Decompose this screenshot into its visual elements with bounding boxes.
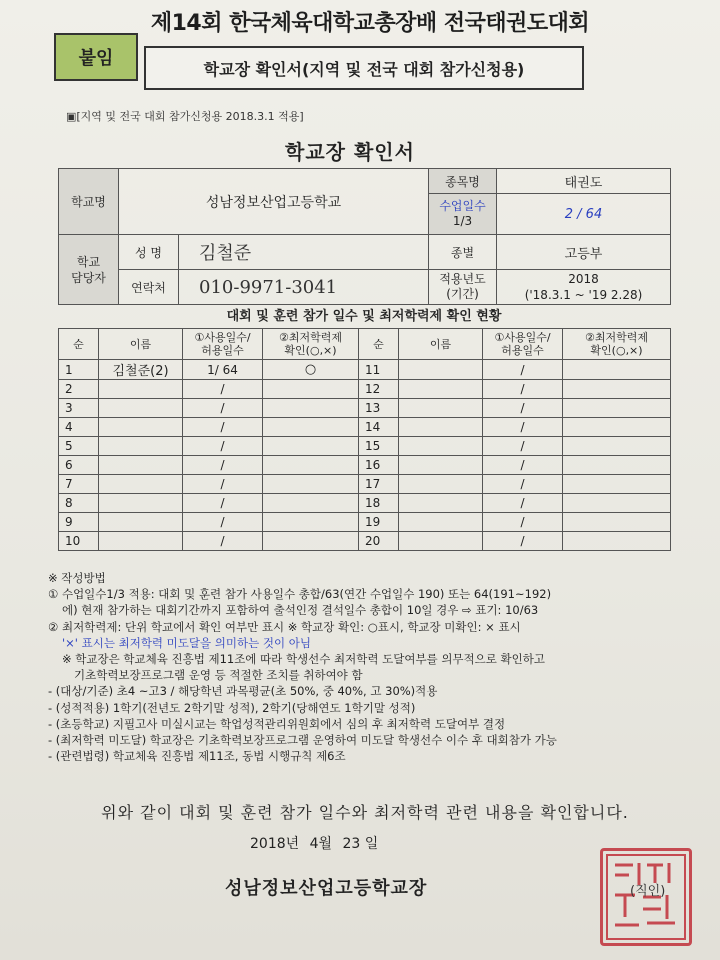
- note-4a: ※ 학교장은 학교체육 진흥법 제11조에 따라 학생선수 최저학력 도달여부를 의무적으로 확인하고: [62, 652, 545, 667]
- col-days-line2: 허용일수: [201, 344, 244, 357]
- row-name: [99, 399, 183, 418]
- class-days-label-line1: 수업일수: [439, 199, 486, 213]
- row-check: ○: [263, 360, 359, 380]
- bullet-target: - (대상/기준) 초4 ~고3 / 해당학년 과목평균(초 50%, 중 40%, 고 30%)적용: [48, 684, 438, 699]
- row-days: /: [183, 437, 263, 456]
- row-name: [99, 456, 183, 475]
- row-name-2: [399, 418, 483, 437]
- col-no-2: 순: [359, 329, 399, 360]
- row-check-2: [563, 494, 671, 513]
- event-title: 제14회 한국체육대학교총장배 전국태권도대회: [150, 11, 590, 36]
- manager-label-line1: 학교: [76, 254, 101, 269]
- row-no: 10: [59, 532, 99, 551]
- row-name: [99, 418, 183, 437]
- row-check: [263, 532, 359, 551]
- table-row: [59, 456, 671, 475]
- document-title: 학교장 확인서: [285, 140, 415, 164]
- row-name-2: [399, 437, 483, 456]
- section-heading: 대회 및 훈련 참가 일수 및 최저학력제 확인 현황: [226, 309, 502, 324]
- col-min-2-line1: ②최저학력제: [585, 331, 648, 344]
- row-check: [263, 399, 359, 418]
- class-days-label: [429, 194, 497, 235]
- row-no-2: 20: [359, 532, 399, 551]
- row-no: 3: [59, 399, 99, 418]
- row-days: /: [183, 475, 263, 494]
- row-no: 9: [59, 513, 99, 532]
- row-days-2: /: [483, 475, 563, 494]
- row-name-2: [399, 380, 483, 399]
- class-value: 고등부: [497, 235, 671, 270]
- row-check: [263, 494, 359, 513]
- row-no-2: 16: [359, 456, 399, 475]
- row-no-2: 11: [359, 360, 399, 380]
- year-label-line1: 적용년도: [439, 272, 486, 286]
- name-label: 성 명: [119, 235, 179, 270]
- row-name: [99, 475, 183, 494]
- school-value: 성남정보산업고등학교: [119, 169, 429, 235]
- manager-label: [59, 235, 119, 305]
- note-1b: 에) 현재 참가하는 대회기간까지 포함하여 출석인정 결석일수 총합이 10일 경우 ⇨ 표기: 10/63: [62, 603, 539, 618]
- row-no-2: 14: [359, 418, 399, 437]
- col-name: 이름: [99, 329, 183, 360]
- col-min-line1: ②최저학력제: [279, 331, 342, 344]
- row-days-2: /: [483, 437, 563, 456]
- signer-name: 성남정보산업고등학교장: [225, 878, 428, 899]
- notes-heading: ※ 작성방법: [48, 571, 106, 585]
- row-days: /: [183, 532, 263, 551]
- table-row: [59, 513, 671, 532]
- attachment-label: 붙임: [54, 33, 138, 81]
- row-days-2: /: [483, 494, 563, 513]
- event-value: 태권도: [497, 169, 671, 194]
- row-no-2: 15: [359, 437, 399, 456]
- year-value-line2: ('18.3.1 ~ '19 2.28): [524, 288, 643, 302]
- col-name-2: 이름: [399, 329, 483, 360]
- row-days: /: [183, 494, 263, 513]
- note-1a: ① 수업일수1/3 적용: 대회 및 훈련 참가 사용일수 총합/63(연간 수업일수 190) 또는 64(191~192): [48, 587, 552, 602]
- row-days-2: /: [483, 456, 563, 475]
- row-name-2: [399, 399, 483, 418]
- manager-label-line2: 담당자: [71, 270, 106, 285]
- year-label-line2: (기간): [446, 287, 479, 301]
- col-min-2: [563, 329, 671, 360]
- row-days: /: [183, 418, 263, 437]
- seal-label: (직인): [630, 884, 666, 899]
- row-days: 1/ 64: [183, 360, 263, 380]
- table-header-row: [59, 329, 671, 360]
- row-check-2: [563, 456, 671, 475]
- row-days: /: [183, 456, 263, 475]
- row-name: [99, 380, 183, 399]
- bullet-min-not-met: - (최저학력 미도달) 학교장은 기초학력보장프로그램 운영하여 미도달 학생선수 이수 후 대회참가 가능: [48, 733, 557, 748]
- row-no: 6: [59, 456, 99, 475]
- row-days: /: [183, 513, 263, 532]
- row-check: [263, 475, 359, 494]
- note-4b: 기초학력보장프로그램 운영 등 적절한 조치를 취하여야 함: [74, 668, 363, 683]
- bullet-law: - (관련법령) 학교체육 진흥법 제11조, 동법 시행규칙 제6조: [48, 749, 346, 764]
- class-days-value: 2 / 64: [497, 194, 671, 235]
- row-check: [263, 437, 359, 456]
- row-no-2: 19: [359, 513, 399, 532]
- row-check: [263, 456, 359, 475]
- row-check-2: [563, 360, 671, 380]
- year-label: [429, 270, 497, 305]
- row-check: [263, 380, 359, 399]
- row-no-2: 17: [359, 475, 399, 494]
- confirmation-text: 위와 같이 대회 및 훈련 참가 일수와 최저학력 관련 내용을 확인합니다.: [101, 803, 629, 822]
- row-check-2: [563, 475, 671, 494]
- row-name-2: [399, 360, 483, 380]
- contact-value: 010-9971-3041: [179, 270, 429, 305]
- table-row: [59, 532, 671, 551]
- event-label: 종목명: [429, 169, 497, 194]
- contact-label: 연락처: [119, 270, 179, 305]
- instructions: [48, 570, 698, 764]
- form-reference: ▣[지역 및 전국 대회 참가신청용 2018.3.1 적용]: [66, 110, 304, 123]
- bullet-grades: - (성적적용) 1학기(전년도 2학기말 성적), 2학기(당해연도 1학기말 성적): [48, 700, 416, 715]
- col-min-line2: 확인(○,×): [284, 344, 337, 357]
- table-row: [59, 437, 671, 456]
- date-day: 23 일: [342, 836, 379, 852]
- row-name-2: [399, 494, 483, 513]
- table-row: [59, 399, 671, 418]
- row-check-2: [563, 380, 671, 399]
- attachment-title: 학교장 확인서(지역 및 전국 대회 참가신청용): [144, 46, 584, 90]
- row-no-2: 18: [359, 494, 399, 513]
- row-check-2: [563, 437, 671, 456]
- row-name-2: [399, 456, 483, 475]
- date-year: 2018년: [250, 836, 300, 852]
- row-days-2: /: [483, 532, 563, 551]
- table-row: [59, 380, 671, 399]
- row-check-2: [563, 513, 671, 532]
- row-no: 4: [59, 418, 99, 437]
- row-days-2: /: [483, 360, 563, 380]
- row-check-2: [563, 399, 671, 418]
- row-name: [99, 532, 183, 551]
- row-days: /: [183, 399, 263, 418]
- row-name-2: [399, 513, 483, 532]
- col-min-2-line2: 확인(○,×): [590, 344, 643, 357]
- col-days-2-line1: ①사용일수/: [494, 331, 551, 344]
- col-days-2-line2: 허용일수: [501, 344, 544, 357]
- row-no: 2: [59, 380, 99, 399]
- table-row: [59, 360, 671, 380]
- table-row: [59, 418, 671, 437]
- row-no-2: 12: [359, 380, 399, 399]
- row-check: [263, 418, 359, 437]
- table-row: [59, 475, 671, 494]
- row-days-2: /: [483, 418, 563, 437]
- table-row: [59, 494, 671, 513]
- school-label: 학교명: [59, 169, 119, 235]
- row-check: [263, 513, 359, 532]
- class-label: 종별: [429, 235, 497, 270]
- row-no: 7: [59, 475, 99, 494]
- row-check-2: [563, 532, 671, 551]
- row-no: 8: [59, 494, 99, 513]
- class-days-label-line2: 1/3: [452, 214, 473, 228]
- col-days-line1: ①사용일수/: [194, 331, 251, 344]
- participation-table: [58, 328, 671, 551]
- col-no: 순: [59, 329, 99, 360]
- row-name-2: [399, 532, 483, 551]
- note-2: ② 최저학력제: 단위 학교에서 확인 여부만 표시 ※ 학교장 확인: ○표시, 학교장 미확인: × 표시: [48, 619, 521, 634]
- issue-date: [250, 833, 384, 853]
- row-name: [99, 494, 183, 513]
- row-days-2: /: [483, 399, 563, 418]
- row-no: 5: [59, 437, 99, 456]
- row-name-2: [399, 475, 483, 494]
- year-value: [497, 270, 671, 305]
- row-name: [99, 437, 183, 456]
- row-name: 김철준(2): [99, 360, 183, 380]
- year-value-line1: 2018: [568, 272, 599, 286]
- row-days-2: /: [483, 380, 563, 399]
- row-no: 1: [59, 360, 99, 380]
- row-check-2: [563, 418, 671, 437]
- row-no-2: 13: [359, 399, 399, 418]
- date-month: 4월: [309, 836, 333, 852]
- col-days-2: [483, 329, 563, 360]
- row-days: /: [183, 380, 263, 399]
- note-3: '×' 표시는 최저학력 미도달을 의미하는 것이 아님: [62, 635, 311, 650]
- name-value: 김철준: [179, 235, 429, 270]
- info-table: [58, 168, 671, 305]
- row-days-2: /: [483, 513, 563, 532]
- bullet-elementary: - (초등학교) 지필고사 미실시교는 학업성적관리위원회에서 심의 후 최저학력 도달여부 결정: [48, 716, 506, 731]
- col-min: [263, 329, 359, 360]
- row-name: [99, 513, 183, 532]
- col-days: [183, 329, 263, 360]
